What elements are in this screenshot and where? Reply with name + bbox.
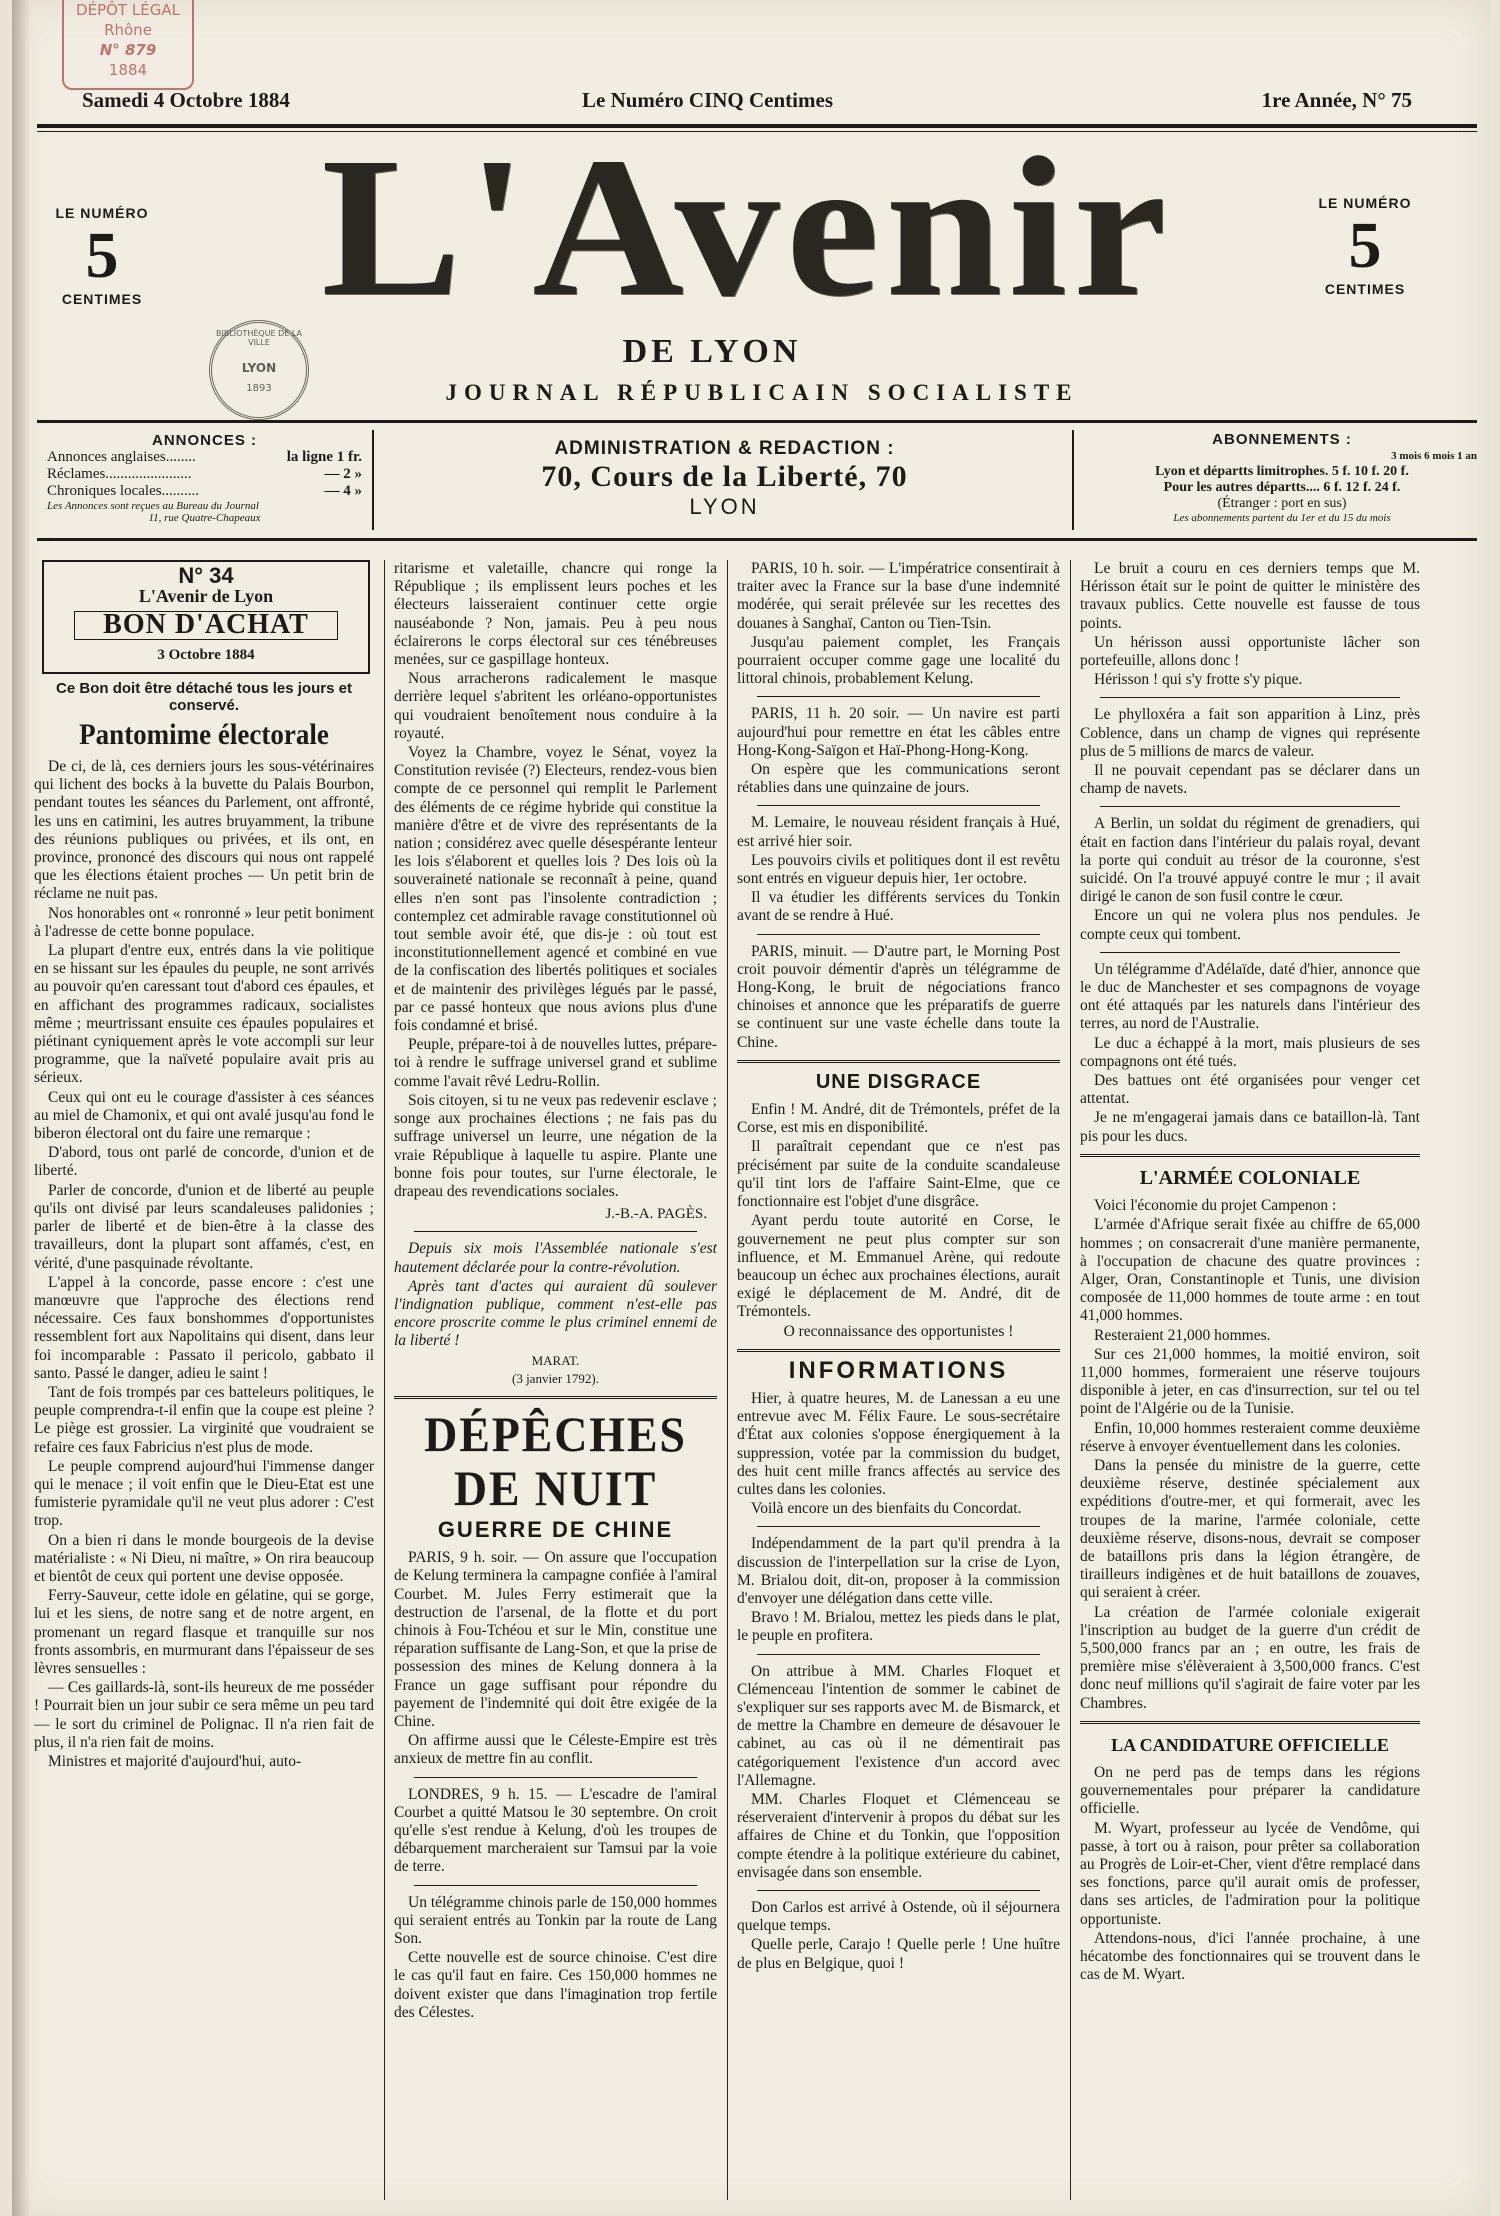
annonces-title: ANNONCES : bbox=[151, 432, 257, 449]
paragraph: La plupart d'entre eux, entrés dans la vie politique en se hissant sur les épaules du peuple, ne sont arrivés au pouvoir qu'en caressant tout d'abord ces épaules, et en affichant des programmes radicaux, socialistes même ; meurtrissant ensuite ces épaules populaires et piétinant cyniquement après le vote accompli sur leur programme, que la naïveté populaire avait pris au sérieux. bbox=[34, 942, 374, 1087]
separator bbox=[757, 934, 1040, 935]
article-signature: J.-B.-A. PAGÈS. bbox=[605, 1206, 707, 1223]
paragraph: Parler de concorde, d'union et de liberté au peuple qu'ils ont divisé par leurs scandaleuses palidonies ; parler de liberté et de bien-être à la classe des travailleurs, dont la plupart sont affamés, c'est, en vérité, d'une pasquinade révoltante. bbox=[34, 1181, 374, 1272]
paragraph: Voici l'économie du projet Campenon : bbox=[1094, 1197, 1337, 1215]
abonnements-periods: 3 mois 6 mois 1 an bbox=[1391, 450, 1477, 462]
masthead-title: L'Avenir bbox=[321, 117, 1173, 338]
annonces-label: Annonces anglaises........ bbox=[47, 449, 196, 465]
paragraph: Don Carlos est arrivé à Ostende, où il séjournera quelque temps. bbox=[737, 1899, 1060, 1935]
info-band-top-rule bbox=[37, 420, 1477, 423]
stamp-line-3: N° 879 bbox=[99, 41, 157, 59]
bon-date: 3 Octobre 1884 bbox=[157, 646, 255, 663]
paragraph: Il va étudier les différents services du Tonkin avant de se rendre à Hué. bbox=[737, 889, 1060, 925]
paragraph: Enfin ! M. André, dit de Trémontels, préfet de la Corse, est mis en disponibilité. bbox=[737, 1101, 1060, 1137]
quote-paragraph: Après tant d'actes qui auraient dû soulever l'indignation publique, comment n'est-elle pas encore proscrite comme le plus criminel ennemi de la liberté ! bbox=[394, 1277, 717, 1350]
informations-title: INFORMATIONS bbox=[788, 1356, 1009, 1384]
closing-line: O reconnaissance des opportunistes ! bbox=[783, 1322, 1014, 1340]
left-price-number: 5 bbox=[85, 219, 119, 292]
paragraph: ritarisme et valetaille, chancre qui ronge la République ; ils emplissent leurs poches et les électeurs laisseraient continuer cette orgie nauséabonde ? Non, jamais. Peu à peu nous éclairerons le corps électoral sur ces ténébreuses menées, sur ce gaspillage honteux. bbox=[394, 560, 717, 669]
paragraph: LONDRES, 9 h. 15. — L'escadre de l'amiral Courbet a quitté Matsou le 30 septembre. On croit qu'elle s'est rendue à Kelung, d'où les troupes de débarquement marcheraient sur Tamsui par la voie de terre. bbox=[394, 1785, 717, 1876]
bon-d-achat-coupon bbox=[42, 560, 370, 674]
administration-city: LYON bbox=[689, 494, 760, 519]
paragraph: Nos honorables ont « ronronné » leur petit boniment à l'adresse de cette bonne populace. bbox=[34, 904, 374, 940]
paragraph: PARIS, 10 h. soir. — L'impératrice consentirait à traiter avec la France sur la base d'une indemnité modérée, qui serait prélevée sur les recettes des douanes à Sanghaï, Canton ou Tien-Tsin. bbox=[737, 560, 1060, 632]
depeches-de-nuit-title: DÉPÊCHES DE NUIT bbox=[424, 1405, 687, 1516]
masthead-tagline: JOURNAL RÉPUBLICAIN SOCIALISTE bbox=[445, 380, 1079, 405]
annonces-row bbox=[47, 483, 362, 500]
paragraph: Nous arracherons radicalement le masque derrière lequel s'abritent les orléano-opportunistes qui voudraient benoîtement nous conduire à la royauté. bbox=[394, 670, 717, 742]
binding-shadow bbox=[12, 0, 30, 2216]
column-2 bbox=[394, 560, 717, 2200]
paragraph: Peuple, prépare-toi à de nouvelles luttes, prépare-toi à rendre le suffrage universel grand et sublime comme l'avait rêvé Ledru-Rollin. bbox=[394, 1036, 717, 1090]
left-price-label-top: LE NUMÉRO bbox=[55, 205, 149, 221]
paragraph: PARIS, minuit. — D'autre part, le Morning Post croit pouvoir démentir d'après un télégramme de Hong-Kong, le bruit de négociations franco chinoises et annonce que les préparatifs de guerre se continuent sur une vaste échelle dans toute la Chine. bbox=[737, 942, 1060, 1051]
column-3 bbox=[737, 560, 1060, 2200]
masthead-subtitle: DE LYON bbox=[622, 333, 802, 370]
administration-address: 70, Cours de la Liberté, 70 bbox=[541, 460, 908, 493]
paragraph: On attribue à MM. Charles Floquet et Clémenceau l'intention de sommer le cabinet de s'expliquer sur ses rapports avec M. de Bismarck, et de mettre la Chambre en demeure de désavouer le cabinet, au cas où il ne démentirait pas catégoriquement l'existence d'un accord avec l'Allemagne. bbox=[737, 1662, 1060, 1789]
separator bbox=[1100, 806, 1400, 807]
paragraph: Tant de fois trompés par ces batteleurs politiques, le peuple comprendra-t-il enfin que la coupe est pleine ? Le piège est grossier. La virginité que voudraient se refaire ces faux Fabricius n'est plus de mode. bbox=[34, 1383, 374, 1456]
bon-paper-name: L'Avenir de Lyon bbox=[138, 586, 274, 607]
paragraph: Voilà encore un des bienfaits du Concordat. bbox=[751, 1500, 1022, 1518]
paragraph: On affirme aussi que le Céleste-Empire est très anxieux de mettre fin au conflit. bbox=[394, 1732, 717, 1768]
separator bbox=[1100, 697, 1400, 698]
paragraph: Indépendamment de la part qu'il prendra à la discussion de l'interpellation sur la crise de Lyon, M. Brialou doit, dit-on, proposer à la commission d'envoyer une délégation dans cette ville. bbox=[737, 1535, 1060, 1607]
paragraph: Il paraîtrait cependant que ce n'est pas précisément par suite de la conduite scandaleuse qu'il tint lors de l'affaire Saint-Elme, que ce fonctionnaire est l'objet d'une disgrâce. bbox=[737, 1138, 1060, 1211]
dateline bbox=[82, 88, 1412, 114]
abonnements-note: Les abonnements partent du 1er et du 15 du mois bbox=[1173, 512, 1391, 524]
separator bbox=[757, 1890, 1040, 1891]
paragraph: PARIS, 9 h. soir. — On assure que l'occupation de Kelung terminera la campagne confiée à l'amiral Courbet. M. Jules Ferry estimerait que la destruction de l'arsenal, de la flotte et du port chinois à Fou-Tchéou et sur le Min, constitue une réparation suffisante de Lang-Son, et que la prise de possession des mines de Kelung donnera à la France un gage suffisant pour répondre du payement de l'indemnité qui doit être exigée de la Chine. bbox=[394, 1549, 717, 1730]
double-separator bbox=[394, 1396, 717, 1399]
right-price-label-top: LE NUMÉRO bbox=[1318, 195, 1412, 211]
candidature-officielle-title: LA CANDIDATURE OFFICIELLE bbox=[1111, 1734, 1389, 1755]
library-stamp bbox=[209, 320, 309, 420]
quote-author: MARAT. bbox=[531, 1352, 580, 1368]
administration-box bbox=[392, 438, 1057, 520]
annonces-note: Les Annonces sont reçues au Bureau du Journal bbox=[47, 500, 259, 512]
info-divider-right bbox=[1072, 430, 1074, 530]
separator bbox=[414, 1777, 697, 1778]
library-stamp-city: LYON bbox=[241, 361, 277, 375]
double-separator bbox=[1080, 1721, 1420, 1724]
abonnements-box bbox=[1087, 432, 1477, 524]
paragraph: De ci, de là, ces derniers jours les sous-vétérinaires qui lichent des bocks à la buvette du Palais Bourbon, pendant toutes les séances du Parlement, ont affronté, les uns en catimini, les autres bruyamment, la tribune des réunions publiques ou privées, et ils ont, en province, prononcé des discours qui nous ont rappelé que les élections étaient proches — Un petit brin de réclame ne nuit pas. bbox=[34, 758, 374, 903]
paragraph: A Berlin, un soldat du régiment de grenadiers, qui était en faction dans l'intérieur du palais royal, devant la porte qui conduit au trésor de la couronne, s'est suicidé. On l'a trouvé appuyé contre le mur ; il avait dirigé le canon de son fusil contre le cœur. bbox=[1080, 815, 1420, 906]
annonces-price: la ligne 1 fr. bbox=[286, 449, 362, 465]
paragraph: Il ne pouvait cependant pas se déclarer dans un champ de navets. bbox=[1080, 762, 1420, 798]
paragraph: Bravo ! M. Brialou, mettez les pieds dans le plat, le peuple en profitera. bbox=[737, 1609, 1060, 1645]
double-separator bbox=[737, 1060, 1060, 1063]
paragraph: Ferry-Sauveur, cette idole en gélatine, qui se gorge, lui et les siens, de notre sang et de notre argent, en promenant un regard flasque et tranquille sur nos fronts assombris, en murmurant dans l'épaisseur de ses lèvres sensuelles : bbox=[34, 1587, 374, 1677]
price-line: Le Numéro CINQ Centimes bbox=[582, 88, 833, 112]
column-rule bbox=[1070, 560, 1071, 2200]
stamp-line-4: 1884 bbox=[108, 61, 148, 79]
left-price-label-bottom: CENTIMES bbox=[61, 291, 143, 307]
separator bbox=[757, 1526, 1040, 1527]
abonnements-row-etranger: (Étranger : port en sus) bbox=[1217, 496, 1347, 511]
column-rule bbox=[384, 560, 385, 2200]
paragraph: Voyez la Chambre, voyez le Sénat, voyez la Constitution revisée (?) Electeurs, rendez-vous bien compte de ce personnel qui remplit le Parlement des éléments de ce régime hybride qui constitue la manière d'être et de vivre des représentants de la nation ; considérez avec quelle désespérante lenteur les lois s'élaborent et quelles lois ? Des lois où la souveraineté nationale se reconnaît à peine, quand elles n'en sont pas l'insolente contradiction ; contemplez cet admirable ravage constitutionnel où tout semble avoir été, que dis-je : où tout est inconstitutionnellement agencé et combiné en vue de la confiscation des libertés politiques et sociales et de maintenir des privilèges légués par le passé, par ce passé honteux que nous avions plus d'une fois condamné et brisé. bbox=[394, 744, 717, 1035]
abonnements-title: ABONNEMENTS : bbox=[1212, 431, 1352, 448]
annonces-price: — 4 » bbox=[324, 483, 362, 499]
annonces-label: Chroniques locales.......... bbox=[47, 483, 200, 499]
info-band-bottom-rule bbox=[37, 538, 1477, 541]
legal-deposit-stamp bbox=[62, 0, 194, 90]
library-stamp-year: 1893 bbox=[246, 383, 272, 394]
paragraph: Enfin, 10,000 hommes resteraient comme deuxième réserve à envoyer éventuellement dans les colonies. bbox=[1080, 1419, 1420, 1455]
paragraph: Un hérisson aussi opportuniste lâcher son portefeuille, allons donc ! bbox=[1080, 633, 1420, 670]
quote-date: (3 janvier 1792). bbox=[511, 1370, 599, 1386]
paragraph: Les pouvoirs civils et politiques dont il est revêtu sont entrés en vigueur depuis hier, 1er octobre. bbox=[737, 851, 1060, 888]
paragraph: L'armée d'Afrique serait fixée au chiffre de 65,000 hommes ; on consacrerait d'une manière permanente, à l'occupation de chacune des quatre provinces : Alger, Oran, Constantinople et Tunis, une division composée de 11,000 hommes de toute arme : en tout 41,000 hommes. bbox=[1080, 1216, 1420, 1325]
newspaper-page bbox=[12, 0, 1490, 2216]
une-disgrace-title: UNE DISGRACE bbox=[815, 1070, 982, 1093]
abonnements-row-lyon: Lyon et départts limitrophes. 5 f. 10 f. 20 f. bbox=[1155, 464, 1409, 479]
paragraph: Resteraient 21,000 hommes. bbox=[1094, 1326, 1271, 1344]
paragraph: L'appel à la concorde, passe encore : c'est une manœuvre que l'approche des élections rend nécessaire. Ces faux bonshommes d'opportunistes ressemblent fort aux Napolitains qui disent, dans leur foi incomparable : Passato il pericolo, gabbato il santo. Passé le danger, adieu le saint ! bbox=[34, 1273, 374, 1382]
paragraph: Le bruit a couru en ces derniers temps que M. Hérisson était sur le point de quitter le ministère des travaux publics. Cette nouvelle est fausse de tous points. bbox=[1080, 560, 1420, 632]
paragraph: Le phylloxéra a fait son apparition à Linz, près Coblence, dans un champ de vignes qui représente plus de 5 millions de marcs de valeur. bbox=[1080, 706, 1420, 760]
paragraph: Le peuple comprend aujourd'hui l'immense danger qui le menace ; il voit enfin que le Dieu-Etat est une fumisterie pyramidale qu'il ne veut plus adorer : C'est trop. bbox=[34, 1457, 374, 1530]
armee-coloniale-title: L'ARMÉE COLONIALE bbox=[1139, 1166, 1361, 1189]
right-price-box bbox=[1300, 195, 1430, 297]
paragraph: Cette nouvelle est de source chinoise. C'est dire le cas qu'il faut en faire. Ces 150,000 hommes ne doivent exister que dans l'imagination trop fertile des Célestes. bbox=[394, 1949, 717, 2021]
info-divider-left bbox=[372, 430, 374, 530]
annonces-box bbox=[47, 432, 362, 524]
paragraph: M. Lemaire, le nouveau résident français à Hué, est arrivé hier soir. bbox=[737, 814, 1060, 850]
paragraph: Le duc a échappé à la mort, mais plusieurs de ses compagnons ont été tués. bbox=[1080, 1034, 1420, 1070]
double-separator bbox=[737, 1349, 1060, 1352]
paragraph: On ne perd pas de temps dans les régions gouvernementales pour préparer la candidature officielle. bbox=[1080, 1763, 1420, 1818]
paragraph: Des battues ont été organisées pour venger cet attentat. bbox=[1080, 1072, 1420, 1108]
right-price-number: 5 bbox=[1348, 209, 1382, 282]
paragraph: MM. Charles Floquet et Clémenceau se réserveraient d'intervenir à propos du débat sur les affaires de Chine et du Tonkin, que l'opposition compte étendre à la politique extérieure du cabinet, envisagée dans son ensemble. bbox=[737, 1790, 1060, 1881]
paragraph: Ministres et majorité d'aujourd'hui, auto- bbox=[48, 1752, 302, 1770]
paragraph: Jusqu'au paiement complet, les Français pourraient occuper comme gage une localité du littoral chinois, probablement Kelung. bbox=[737, 633, 1060, 688]
article-title-pantomime: Pantomime électorale bbox=[79, 717, 329, 751]
column-1 bbox=[34, 560, 374, 2200]
paragraph: Sur ces 21,000 hommes, la moitié environ, soit 11,000 hommes, formeraient une réserve toujours disponible à jeter, en cas d'insurrection, sur tel ou tel point de l'Algérie ou de la Tunisie. bbox=[1080, 1345, 1420, 1418]
administration-title: ADMINISTRATION & REDACTION : bbox=[554, 438, 895, 459]
paragraph: D'abord, tous ont parlé de concorde, d'union et de liberté. bbox=[34, 1144, 374, 1180]
paragraph: Un télégramme d'Adélaïde, daté d'hier, annonce que le duc de Manchester et ses compagnons de voyage ont été attaqués par les naturels dans l'intérieur des terres, au nord de l'Australie. bbox=[1080, 960, 1420, 1033]
paragraph: Je ne m'engagerai jamais dans ce bataillon-là. Tant pis pour les ducs. bbox=[1080, 1109, 1420, 1145]
paragraph: Attendons-nous, d'ici l'année prochaine, à une hécatombe des fonctionnaires qui se trouvent dans le cas de M. Wyart. bbox=[1080, 1929, 1420, 1984]
guerre-de-chine-title: GUERRE DE CHINE bbox=[437, 1516, 674, 1542]
paragraph: PARIS, 11 h. 20 soir. — Un navire est parti aujourd'hui pour remettre en état les câbles entre Hong-Kong-Saïgon et Haï-Phong-Hong-Kong. bbox=[737, 705, 1060, 759]
paragraph: — Ces gaillards-là, sont-ils heureux de me posséder ! Pourrait bien un jour subir ce sera même un peu tard — le sort du criminel de Polignac. Il n'a rien fait de plus, il n'a rien fait de moins. bbox=[34, 1679, 374, 1751]
paragraph: Dans la pensée du ministre de la guerre, cette deuxième réserve, destinée spécialement aux expéditions d'outre-mer, et qui formerait, avec les troupes de la marine, l'armée coloniale, cette deuxième réserve, disons-nous, devrait se composer de bataillons pris dans la légion étrangère, de tirailleurs indigènes et de huit bataillons de zouaves, qui seraient à créer. bbox=[1080, 1456, 1420, 1602]
paragraph: Encore un qui ne volera plus nos pendules. Je compte ceux qui tombent. bbox=[1080, 907, 1420, 943]
paragraph: Sois citoyen, si tu ne veux pas redevenir esclave ; songe aux prochaines élections ; ne fais pas du suffrage universel un leurre, une négation de la vraie République à laquelle tu aspire. Plante une bonne fois pour toutes, sur l'urne électorale, le drapeau des revendications sociales. bbox=[394, 1091, 717, 1200]
paragraph: Ayant perdu toute autorité en Corse, le gouvernement ne peut plus compter sur son influence, et M. Emmanuel Arène, qui redoute beaucoup un échec aux prochaines élections, aurait exigé le déplacement de M. André, dit de Trémontels. bbox=[737, 1212, 1060, 1321]
paragraph: Hérisson ! qui s'y frotte s'y pique. bbox=[1094, 671, 1303, 689]
double-separator bbox=[1080, 1154, 1420, 1157]
paragraph: On a bien ri dans le monde bourgeois de la devise matérialiste : « Ni Dieu, ni maître, » On rira beaucoup et bientôt de ceux qui portent une devise opposée. bbox=[34, 1531, 374, 1585]
paragraph: La création de l'armée coloniale exigerait l'inscription au budget de la guerre d'un crédit de 5,500,000 francs par an ; en outre, les frais de première mise s'élèveraient à 3,500,000 francs. C'est donc neuf millions qu'il s'agirait de faire voter par les Chambres. bbox=[1080, 1603, 1420, 1712]
paragraph: Hier, à quatre heures, M. de Lanessan a eu une entrevue avec M. Félix Faure. Le sous-secrétaire d'État aux colonies s'oppose énergiquement à la suppression, votée par la commission du budget, des huit cent mille francs affectés au service des cultes dans les colonies. bbox=[737, 1389, 1060, 1498]
annonces-label: Réclames....................... bbox=[47, 466, 192, 482]
right-price-label-bottom: CENTIMES bbox=[1324, 281, 1406, 297]
bon-label: BON D'ACHAT bbox=[74, 611, 338, 639]
separator bbox=[414, 1231, 697, 1232]
stamp-line-2: Rhône bbox=[104, 21, 152, 39]
paragraph: Quelle perle, Carajo ! Quelle perle ! Une huître de plus en Belgique, quoi ! bbox=[737, 1936, 1060, 1972]
annonces-note-address: 11, rue Quatre-Chapeaux bbox=[148, 512, 261, 524]
annonces-row bbox=[47, 449, 362, 466]
stamp-line-1: DÉPÔT LÉGAL bbox=[76, 1, 180, 19]
issue-number: 1re Année, N° 75 bbox=[1261, 88, 1412, 112]
paragraph: On espère que les communications seront rétablies dans une quinzaine de jours. bbox=[737, 761, 1060, 797]
bon-number: N° 34 bbox=[178, 563, 234, 588]
library-stamp-ring: BIBLIOTHÈQUE DE LA VILLE bbox=[215, 329, 303, 347]
separator bbox=[757, 1654, 1040, 1655]
separator bbox=[1100, 952, 1400, 953]
annonces-price: — 2 » bbox=[324, 466, 362, 482]
paragraph: Un télégramme chinois parle de 150,000 hommes qui seraient entrés au Tonkin par la route de Lang Son. bbox=[394, 1893, 717, 1947]
column-rule bbox=[727, 560, 728, 2200]
left-price-box bbox=[42, 205, 162, 307]
separator bbox=[757, 805, 1040, 806]
abonnements-row-departements: Pour les autres départts.... 6 f. 12 f. 24 f. bbox=[1163, 480, 1401, 495]
issue-date: Samedi 4 Octobre 1884 bbox=[82, 88, 290, 112]
paragraph: Ceux qui ont eu le courage d'assister à ces séances au miel de Chamonix, et qui ont avalé jusqu'au fond le biberon électoral ont du faire une remarque : bbox=[34, 1088, 374, 1143]
quote-paragraph: Depuis six mois l'Assemblée nationale s'est hautement déclarée pour la contre-révolution. bbox=[394, 1240, 717, 1276]
separator bbox=[757, 696, 1040, 697]
separator bbox=[414, 1885, 697, 1886]
annonces-row bbox=[47, 466, 362, 483]
paragraph: M. Wyart, professeur au lycée de Vendôme, qui passe, à tort ou à raison, pour prêter sa collaboration au Progrès de Loir-et-Cher, vient d'être remplacé dans ses fonctions, parce qu'il aurait omis de professer, dans ses articles, de l'admiration pour la politique opportuniste. bbox=[1080, 1819, 1420, 1928]
bon-note: Ce Bon doit être détaché tous les jours et conservé. bbox=[56, 679, 352, 714]
column-4 bbox=[1080, 560, 1420, 2200]
